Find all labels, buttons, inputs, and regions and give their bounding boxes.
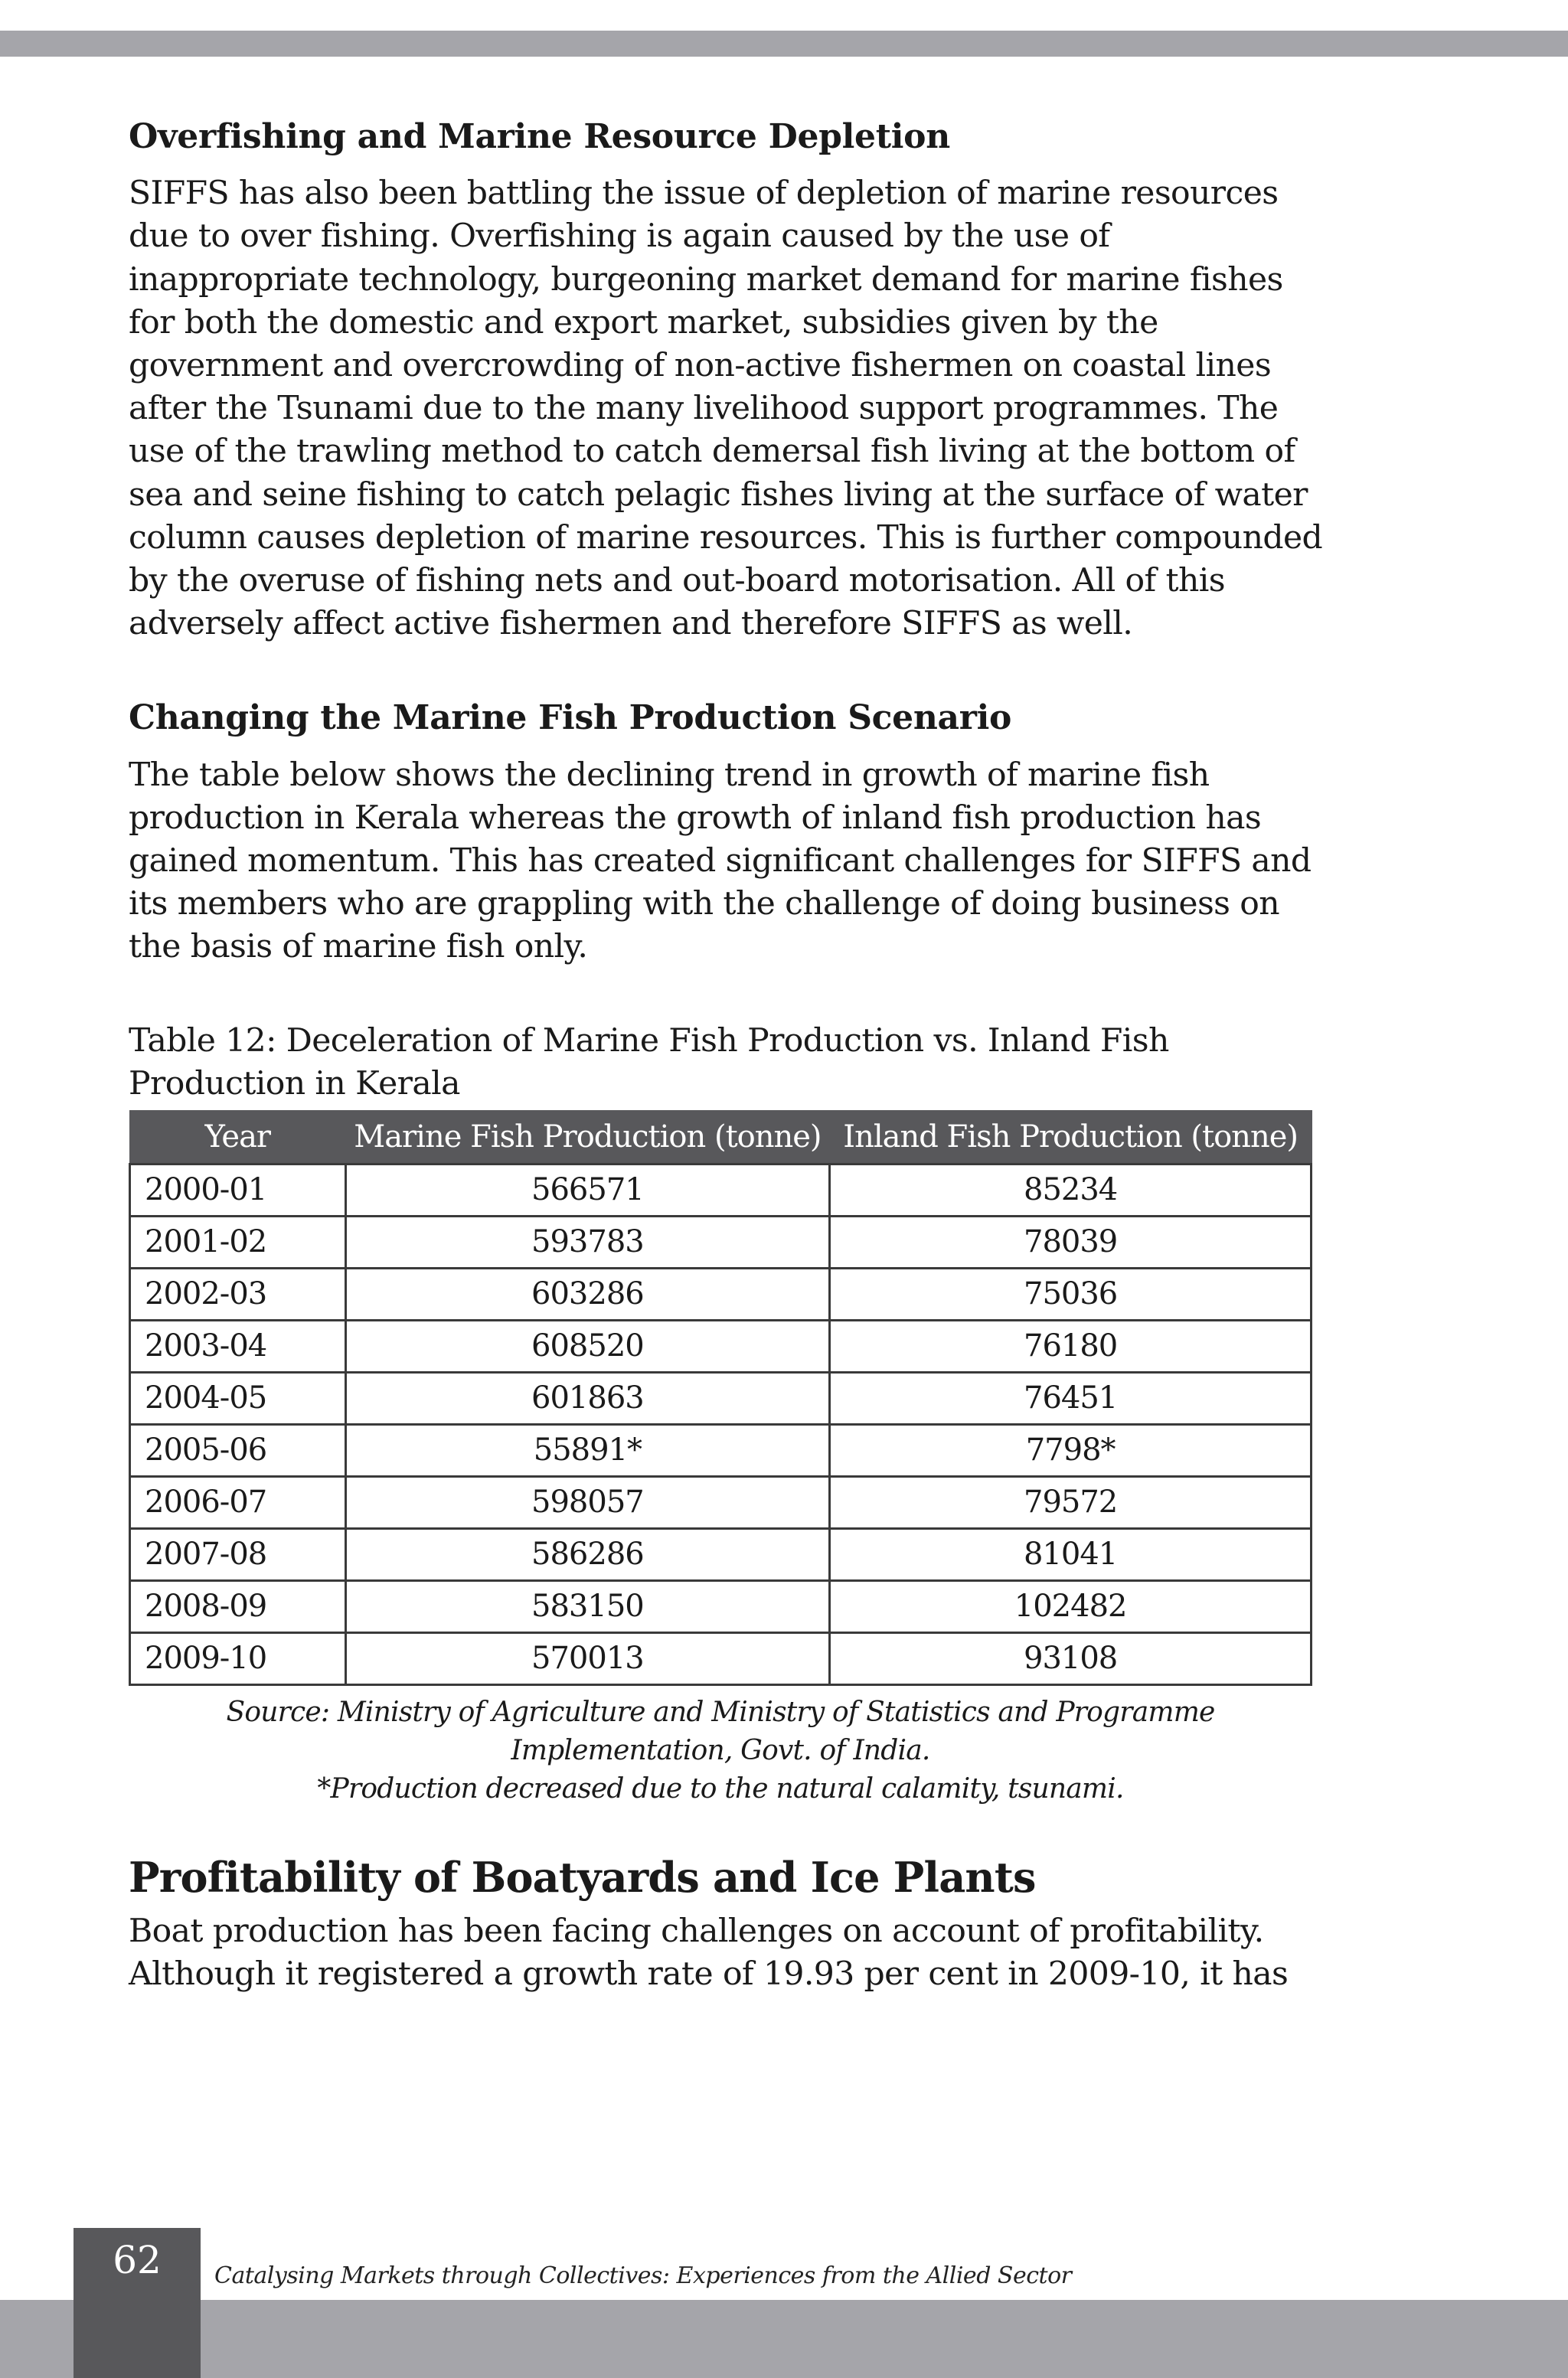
cell-inland: 75036 xyxy=(830,1269,1312,1321)
cell-inland: 76451 xyxy=(830,1373,1312,1425)
cell-inland: 7798* xyxy=(830,1425,1312,1477)
table-header-row xyxy=(130,1111,1312,1165)
cell-marine: 55891* xyxy=(345,1425,830,1477)
table-row xyxy=(130,1633,1312,1685)
cell-inland: 102482 xyxy=(830,1581,1312,1633)
running-title: Catalysing Markets through Collectives: Experiences from the Allied Sector xyxy=(214,2262,1072,2289)
page-number: 62 xyxy=(113,2238,162,2282)
paragraph-overfishing: SIFFS has also been battling the issue of depletion of marine resources due to over fishing. Overfishing is again caused by the use of inappropriate technology, burgeoning market demand for marine fishes for both the domestic and export market, subsidies given by the government and overcrowding of non-active fishermen on coastal lines after the Tsunami due to the many livelihood support programmes. The use of the trawling method to catch demersal fish living at the bottom of sea and seine fishing to catch pelagic fishes living at the surface of water column causes depletion of marine resources. This is further compounded by the overuse of fishing nets and out-board motorisation. All of this adversely affect active fishermen and therefore SIFFS as well. xyxy=(129,175,1323,643)
header-marine: Marine Fish Production (tonne) xyxy=(345,1111,830,1165)
table-row xyxy=(130,1269,1312,1321)
source-line: Source: Ministry of Agriculture and Ministry of Statistics and Programme Implementation, Govt. of India. xyxy=(226,1697,1215,1767)
paragraph-production-scenario: The table below shows the declining trend in growth of marine fish production in Kerala whereas the growth of inland fish production has gained momentum. This has created significant challenges for SIFFS and its members who are grappling with the challenge of doing business on the basis of marine fish only. xyxy=(129,756,1312,966)
cell-year: 2003-04 xyxy=(130,1321,346,1373)
table-row xyxy=(130,1581,1312,1633)
cell-marine: 570013 xyxy=(345,1633,830,1685)
table-row xyxy=(130,1165,1312,1217)
cell-year: 2001-02 xyxy=(130,1217,346,1269)
header-year: Year xyxy=(130,1111,346,1165)
cell-year: 2008-09 xyxy=(130,1581,346,1633)
cell-year: 2005-06 xyxy=(130,1425,346,1477)
page-content xyxy=(129,115,1323,1996)
cell-marine: 598057 xyxy=(345,1477,830,1529)
cell-marine: 593783 xyxy=(345,1217,830,1269)
cell-inland: 93108 xyxy=(830,1633,1312,1685)
cell-inland: 81041 xyxy=(830,1529,1312,1581)
table-row xyxy=(130,1425,1312,1477)
cell-marine: 601863 xyxy=(345,1373,830,1425)
cell-year: 2007-08 xyxy=(130,1529,346,1581)
cell-inland: 79572 xyxy=(830,1477,1312,1529)
table-row xyxy=(130,1373,1312,1425)
cell-marine: 586286 xyxy=(345,1529,830,1581)
table-source-note xyxy=(129,1694,1312,1808)
top-decorative-bar xyxy=(0,31,1568,57)
cell-year: 2002-03 xyxy=(130,1269,346,1321)
heading-overfishing: Overfishing and Marine Resource Depletion xyxy=(129,117,950,156)
footnote-line: *Production decreased due to the natural calamity, tsunami. xyxy=(317,1773,1124,1805)
cell-inland: 76180 xyxy=(830,1321,1312,1373)
cell-marine: 566571 xyxy=(345,1165,830,1217)
table-row xyxy=(130,1217,1312,1269)
cell-marine: 608520 xyxy=(345,1321,830,1373)
table-caption: Table 12: Deceleration of Marine Fish Production vs. Inland Fish Production in Kerala xyxy=(129,1021,1169,1102)
production-table xyxy=(129,1110,1312,1686)
table-row xyxy=(130,1477,1312,1529)
table-row xyxy=(130,1321,1312,1373)
cell-inland: 78039 xyxy=(830,1217,1312,1269)
paragraph-profitability: Boat production has been facing challenges on account of profitability. Although it registered a growth rate of 19.93 per cent in 2009-10, it has xyxy=(129,1912,1289,1994)
cell-year: 2006-07 xyxy=(130,1477,346,1529)
cell-inland: 85234 xyxy=(830,1165,1312,1217)
header-inland: Inland Fish Production (tonne) xyxy=(830,1111,1312,1165)
table-row xyxy=(130,1529,1312,1581)
cell-year: 2004-05 xyxy=(130,1373,346,1425)
cell-marine: 583150 xyxy=(345,1581,830,1633)
heading-profitability: Profitability of Boatyards and Ice Plants xyxy=(129,1853,1036,1903)
cell-marine: 603286 xyxy=(345,1269,830,1321)
heading-production-scenario: Changing the Marine Fish Production Scenario xyxy=(129,698,1012,738)
cell-year: 2000-01 xyxy=(130,1165,346,1217)
footer-bar xyxy=(0,2300,1568,2378)
cell-year: 2009-10 xyxy=(130,1633,346,1685)
